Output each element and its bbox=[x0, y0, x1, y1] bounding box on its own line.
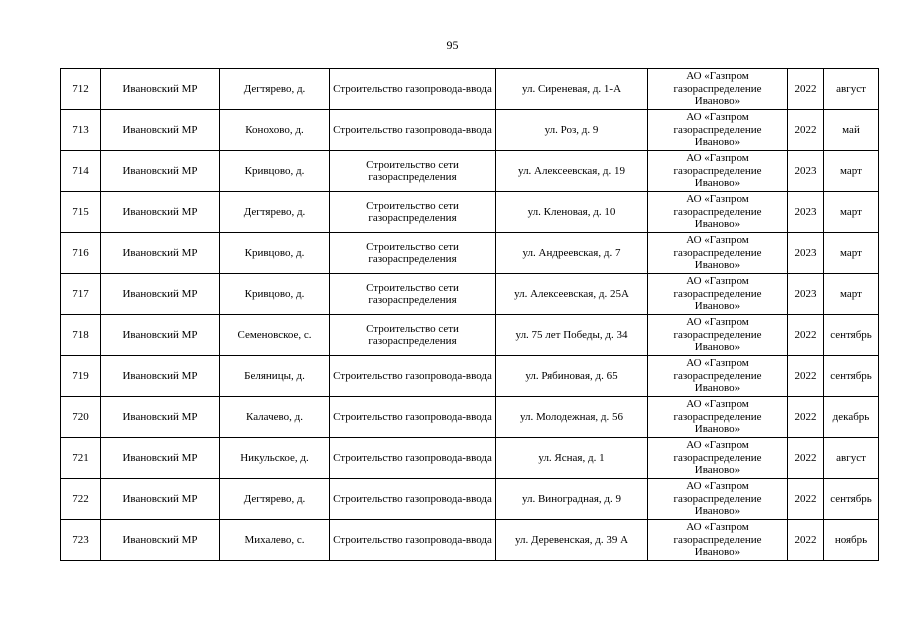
month-cell: март bbox=[824, 274, 879, 315]
address-cell: ул. Алексеевская, д. 19 bbox=[496, 151, 648, 192]
work-type-cell: Строительство сети газораспределения bbox=[330, 315, 496, 356]
owner-cell: АО «Газпром газораспределение Иваново» bbox=[648, 479, 788, 520]
owner-cell: АО «Газпром газораспределение Иваново» bbox=[648, 274, 788, 315]
owner-cell: АО «Газпром газораспределение Иваново» bbox=[648, 520, 788, 561]
month-cell: сентябрь bbox=[824, 356, 879, 397]
settlement-cell: Конохово, д. bbox=[220, 110, 330, 151]
table-row bbox=[61, 438, 879, 479]
work-type-cell: Строительство сети газораспределения bbox=[330, 192, 496, 233]
address-cell: ул. Сиреневая, д. 1-А bbox=[496, 69, 648, 110]
month-cell: март bbox=[824, 151, 879, 192]
district-cell: Ивановский МР bbox=[101, 110, 220, 151]
settlement-cell: Никульское, д. bbox=[220, 438, 330, 479]
work-type-cell: Строительство газопровода-ввода bbox=[330, 520, 496, 561]
owner-cell: АО «Газпром газораспределение Иваново» bbox=[648, 192, 788, 233]
district-cell: Ивановский МР bbox=[101, 356, 220, 397]
address-cell: ул. Рябиновая, д. 65 bbox=[496, 356, 648, 397]
district-cell: Ивановский МР bbox=[101, 315, 220, 356]
settlement-cell: Михалево, с. bbox=[220, 520, 330, 561]
district-cell: Ивановский МР bbox=[101, 69, 220, 110]
district-cell: Ивановский МР bbox=[101, 520, 220, 561]
work-type-cell: Строительство газопровода-ввода bbox=[330, 110, 496, 151]
row-number: 721 bbox=[61, 438, 101, 479]
month-cell: сентябрь bbox=[824, 315, 879, 356]
row-number: 713 bbox=[61, 110, 101, 151]
table-row bbox=[61, 479, 879, 520]
owner-cell: АО «Газпром газораспределение Иваново» bbox=[648, 69, 788, 110]
table-body bbox=[61, 69, 879, 561]
district-cell: Ивановский МР bbox=[101, 479, 220, 520]
year-cell: 2022 bbox=[788, 356, 824, 397]
row-number: 719 bbox=[61, 356, 101, 397]
settlement-cell: Кривцово, д. bbox=[220, 274, 330, 315]
settlement-cell: Калачево, д. bbox=[220, 397, 330, 438]
month-cell: август bbox=[824, 69, 879, 110]
year-cell: 2023 bbox=[788, 151, 824, 192]
year-cell: 2022 bbox=[788, 110, 824, 151]
work-type-cell: Строительство сети газораспределения bbox=[330, 233, 496, 274]
address-cell: ул. Молодежная, д. 56 bbox=[496, 397, 648, 438]
district-cell: Ивановский МР bbox=[101, 233, 220, 274]
row-number: 720 bbox=[61, 397, 101, 438]
month-cell: март bbox=[824, 233, 879, 274]
address-cell: ул. Андреевская, д. 7 bbox=[496, 233, 648, 274]
row-number: 717 bbox=[61, 274, 101, 315]
table-row bbox=[61, 274, 879, 315]
year-cell: 2022 bbox=[788, 479, 824, 520]
month-cell: декабрь bbox=[824, 397, 879, 438]
gasification-table bbox=[60, 68, 879, 561]
table-row bbox=[61, 397, 879, 438]
owner-cell: АО «Газпром газораспределение Иваново» bbox=[648, 438, 788, 479]
owner-cell: АО «Газпром газораспределение Иваново» bbox=[648, 315, 788, 356]
row-number: 723 bbox=[61, 520, 101, 561]
work-type-cell: Строительство газопровода-ввода bbox=[330, 356, 496, 397]
settlement-cell: Кривцово, д. bbox=[220, 151, 330, 192]
row-number: 722 bbox=[61, 479, 101, 520]
settlement-cell: Семеновское, с. bbox=[220, 315, 330, 356]
year-cell: 2022 bbox=[788, 397, 824, 438]
year-cell: 2022 bbox=[788, 520, 824, 561]
address-cell: ул. Ясная, д. 1 bbox=[496, 438, 648, 479]
row-number: 714 bbox=[61, 151, 101, 192]
owner-cell: АО «Газпром газораспределение Иваново» bbox=[648, 397, 788, 438]
month-cell: август bbox=[824, 438, 879, 479]
owner-cell: АО «Газпром газораспределение Иваново» bbox=[648, 110, 788, 151]
row-number: 718 bbox=[61, 315, 101, 356]
table-row bbox=[61, 356, 879, 397]
district-cell: Ивановский МР bbox=[101, 192, 220, 233]
month-cell: март bbox=[824, 192, 879, 233]
year-cell: 2023 bbox=[788, 233, 824, 274]
settlement-cell: Дегтярево, д. bbox=[220, 69, 330, 110]
work-type-cell: Строительство газопровода-ввода bbox=[330, 69, 496, 110]
table-row bbox=[61, 69, 879, 110]
owner-cell: АО «Газпром газораспределение Иваново» bbox=[648, 151, 788, 192]
address-cell: ул. Виноградная, д. 9 bbox=[496, 479, 648, 520]
work-type-cell: Строительство газопровода-ввода bbox=[330, 438, 496, 479]
work-type-cell: Строительство газопровода-ввода bbox=[330, 479, 496, 520]
table-row bbox=[61, 315, 879, 356]
table-row bbox=[61, 151, 879, 192]
address-cell: ул. Деревенская, д. 39 А bbox=[496, 520, 648, 561]
table-row bbox=[61, 520, 879, 561]
district-cell: Ивановский МР bbox=[101, 151, 220, 192]
address-cell: ул. Кленовая, д. 10 bbox=[496, 192, 648, 233]
month-cell: ноябрь bbox=[824, 520, 879, 561]
owner-cell: АО «Газпром газораспределение Иваново» bbox=[648, 356, 788, 397]
district-cell: Ивановский МР bbox=[101, 397, 220, 438]
work-type-cell: Строительство сети газораспределения bbox=[330, 274, 496, 315]
row-number: 712 bbox=[61, 69, 101, 110]
address-cell: ул. Алексеевская, д. 25А bbox=[496, 274, 648, 315]
address-cell: ул. 75 лет Победы, д. 34 bbox=[496, 315, 648, 356]
settlement-cell: Кривцово, д. bbox=[220, 233, 330, 274]
owner-cell: АО «Газпром газораспределение Иваново» bbox=[648, 233, 788, 274]
district-cell: Ивановский МР bbox=[101, 438, 220, 479]
district-cell: Ивановский МР bbox=[101, 274, 220, 315]
work-type-cell: Строительство газопровода-ввода bbox=[330, 397, 496, 438]
month-cell: май bbox=[824, 110, 879, 151]
table-row bbox=[61, 233, 879, 274]
table-row bbox=[61, 192, 879, 233]
row-number: 716 bbox=[61, 233, 101, 274]
work-type-cell: Строительство сети газораспределения bbox=[330, 151, 496, 192]
table-row bbox=[61, 110, 879, 151]
year-cell: 2023 bbox=[788, 274, 824, 315]
settlement-cell: Дегтярево, д. bbox=[220, 479, 330, 520]
year-cell: 2023 bbox=[788, 192, 824, 233]
row-number: 715 bbox=[61, 192, 101, 233]
page-number: 95 bbox=[446, 38, 459, 52]
address-cell: ул. Роз, д. 9 bbox=[496, 110, 648, 151]
year-cell: 2022 bbox=[788, 315, 824, 356]
year-cell: 2022 bbox=[788, 69, 824, 110]
year-cell: 2022 bbox=[788, 438, 824, 479]
month-cell: сентябрь bbox=[824, 479, 879, 520]
settlement-cell: Беляницы, д. bbox=[220, 356, 330, 397]
settlement-cell: Дегтярево, д. bbox=[220, 192, 330, 233]
